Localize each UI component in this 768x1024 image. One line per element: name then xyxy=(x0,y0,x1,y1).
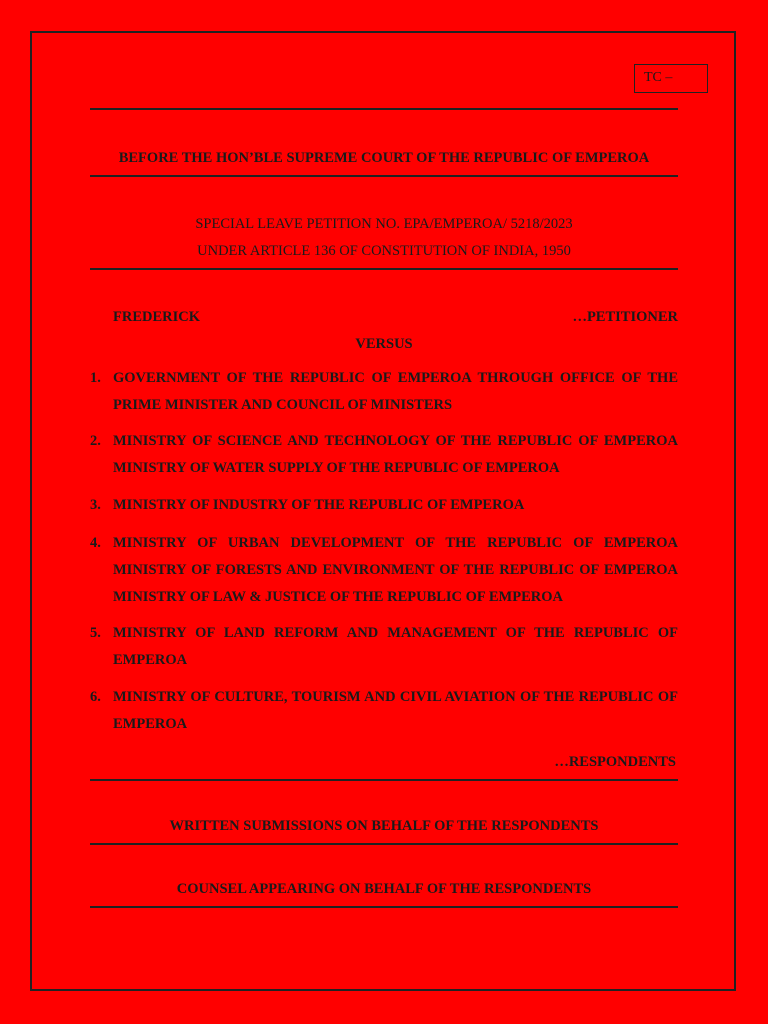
respondents-label: …RESPONDENTS xyxy=(554,754,676,770)
submissions-title: WRITTEN SUBMISSIONS ON BEHALF OF THE RESPONDENTS xyxy=(169,818,599,834)
respondent-text: MINISTRY OF URBAN DEVELOPMENT OF THE REPUBLIC OF EMPEROA MINISTRY OF FORESTS AND ENVIRONMENT OF THE REPUBLIC OF EMPEROA MINISTRY OF LAW & JUSTICE OF THE REPUBLIC OF EMPEROA xyxy=(113,535,678,605)
respondent-number: 1. xyxy=(90,370,101,386)
respondent-text: GOVERNMENT OF THE REPUBLIC OF EMPEROA THROUGH OFFICE OF THE PRIME MINISTER AND COUNCIL OF MINISTERS xyxy=(113,370,678,413)
divider-rule xyxy=(90,108,678,110)
petitioner-row xyxy=(113,308,678,326)
tc-label: TC – xyxy=(644,70,673,85)
petition-number: SPECIAL LEAVE PETITION NO. EPA/EMPEROA/ 5218/2023 xyxy=(195,216,573,232)
divider-rule xyxy=(90,268,678,270)
court-title: BEFORE THE HON’BLE SUPREME COURT OF THE REPUBLIC OF EMPEROA xyxy=(118,150,650,166)
respondent-number: 6. xyxy=(90,689,101,705)
respondent-item xyxy=(90,684,678,738)
divider-rule xyxy=(90,843,678,845)
petitioner-role: …PETITIONER xyxy=(572,309,678,325)
respondent-text: MINISTRY OF SCIENCE AND TECHNOLOGY OF THE REPUBLIC OF EMPEROA MINISTRY OF WATER SUPPLY OF THE REPUBLIC OF EMPEROA xyxy=(113,433,678,476)
divider-rule xyxy=(90,906,678,908)
respondent-item xyxy=(90,428,678,482)
respondent-text: MINISTRY OF CULTURE, TOURISM AND CIVIL AVIATION OF THE REPUBLIC OF EMPEROA xyxy=(113,689,678,732)
versus-label: VERSUS xyxy=(355,336,413,352)
petitioner-name: FREDERICK xyxy=(113,309,201,325)
article-line: UNDER ARTICLE 136 OF CONSTITUTION OF INDIA, 1950 xyxy=(197,243,571,259)
respondent-text: MINISTRY OF INDUSTRY OF THE REPUBLIC OF EMPEROA xyxy=(113,497,525,513)
respondent-item xyxy=(90,530,678,611)
tc-number-box xyxy=(634,64,708,93)
respondent-number: 3. xyxy=(90,497,101,513)
respondent-item xyxy=(90,492,678,519)
divider-rule xyxy=(90,779,678,781)
respondent-item xyxy=(90,365,678,419)
respondent-number: 2. xyxy=(90,433,101,449)
respondent-item xyxy=(90,620,678,674)
respondent-number: 5. xyxy=(90,625,101,641)
counsel-title: COUNSEL APPEARING ON BEHALF OF THE RESPONDENTS xyxy=(176,881,592,897)
respondent-number: 4. xyxy=(90,535,101,551)
divider-rule xyxy=(90,175,678,177)
respondent-text: MINISTRY OF LAND REFORM AND MANAGEMENT OF THE REPUBLIC OF EMPEROA xyxy=(113,625,678,668)
